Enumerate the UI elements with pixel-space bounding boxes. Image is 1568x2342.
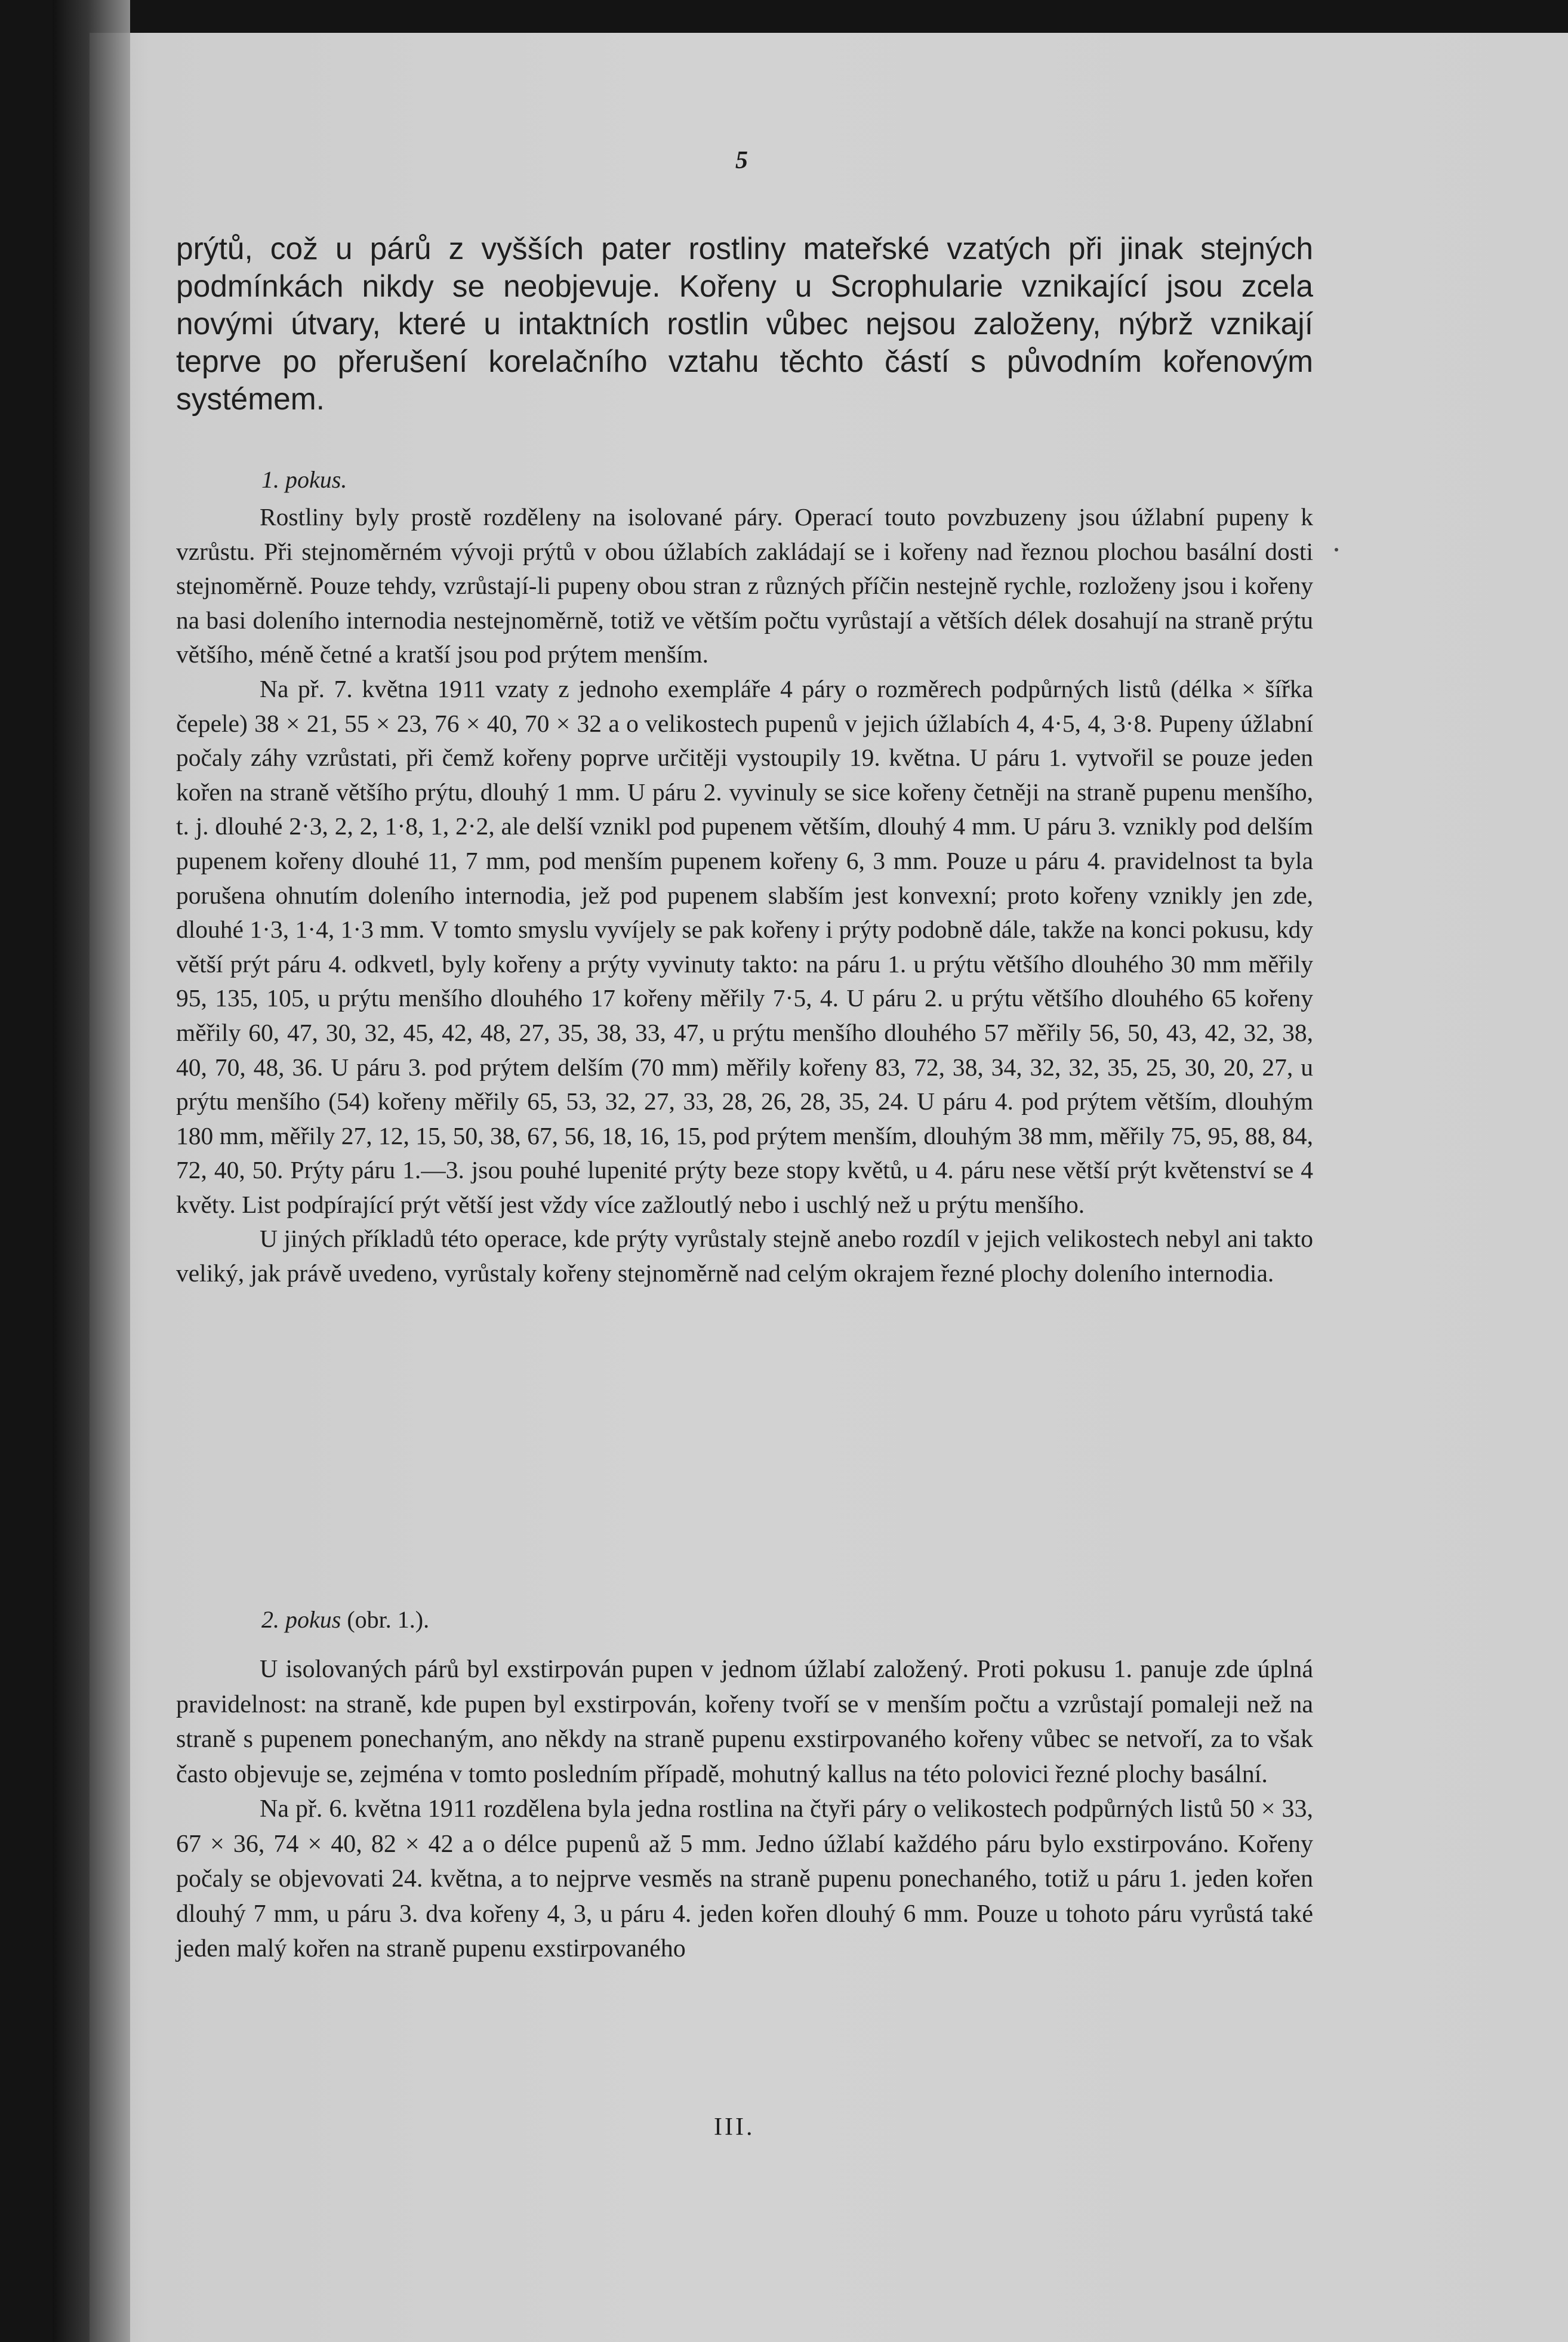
lead-paragraph-text: prýtů, což u párů z vyšších pater rostliny mateřské vzatých při jinak stejných podmínkách nikdy se neobjevuje. Kořeny u Scrophularie vznikající jsou zcela novými útvary, které u intaktních rostlin vůbec nejsou založeny, nýbrž vznikají teprve po přerušení korelačního vztahu těchto částí s původním kořenovým systémem. — [176, 231, 1313, 416]
section-2-heading — [261, 1605, 429, 1634]
margin-speck — [1335, 548, 1338, 551]
lead-paragraph — [176, 230, 1313, 418]
section-1-heading: 1. pokus. — [261, 466, 347, 493]
section-1-paragraph-2: Na př. 7. května 1911 vzaty z jednoho exempláře 4 páry o rozměrech podpůrných listů (délka × šířka čepele) 38 × 21, 55 × 23, 76 × 40, 70 × 32 a o velikostech pupenů v jejich úžlabích 4, 4·5, 4, 3·8. Pupeny úžlabní počaly záhy vzrůstati, při čemž kořeny poprve určitěji vystoupily 19. května. U páru 1. vytvořil se pouze jeden kořen na straně většího prýtu, dlouhý 1 mm. U páru 2. vyvinuly se sice kořeny četněji na straně pupenu menšího, t. j. dlouhé 2·3, 2, 2, 1·8, 1, 2·2, ale delší vznikl pod pupenem větším, dlouhý 4 mm. U páru 3. vznikly pod delším pupenem kořeny dlouhé 11, 7 mm, pod menším pupenem kořeny 6, 3 mm. Pouze u páru 4. pravidelnost ta byla porušena ohnutím doleního internodia, jež pod pupenem slabším jest konvexní; proto kořeny vznikly jen zde, dlouhé 1·3, 1·4, 1·3 mm. V tomto smyslu vyvíjely se pak kořeny i prýty podobně dále, takže na konci pokusu, kdy větší prýt páru 4. odkvetl, byly kořeny a prýty vyvinuty takto: na páru 1. u prýtu většího dlouhého 30 mm měřily 95, 135, 105, u prýtu menšího dlouhého 17 kořeny měřily 7·5, 4. U páru 2. u prýtu většího dlouhého 65 kořeny měřily 60, 47, 30, 32, 45, 42, 48, 27, 35, 38, 33, 47, u prýtu menšího dlouhého 57 měřily 56, 50, 43, 42, 32, 38, 40, 70, 48, 36. U páru 3. pod prýtem delším (70 mm) měřily kořeny 83, 72, 38, 34, 32, 32, 35, 25, 30, 20, 27, u prýtu menšího (54) kořeny měřily 65, 53, 32, 27, 33, 28, 26, 28, 35, 24. U páru 4. pod prýtem větším, dlouhým 180 mm, měřily 27, 12, 15, 50, 38, 67, 56, 18, 16, 15, pod prýtem menším, dlouhým 38 mm, měřily 75, 95, 88, 84, 72, 40, 50. Prýty páru 1.—3. jsou pouhé lupenité prýty beze stopy květů, u 4. páru nese větší prýt květenství se 4 květy. List podpírající prýt větší jest vždy více zažloutlý nebo i uschlý než u prýtu menšího. — [176, 674, 1313, 1218]
printer-signature-mark: III. — [714, 2113, 755, 2141]
section-2-heading-figure-ref: (obr. 1.). — [347, 1606, 430, 1633]
section-2-heading-title: 2. pokus — [261, 1606, 341, 1633]
book-spine-shadow — [53, 0, 130, 2342]
section-1-paragraph-1: Rostliny byly prostě rozděleny na isolované páry. Operací touto povzbuzeny jsou úžlabní pupeny k vzrůstu. Při stejnoměrném vývoji prýtů v obou úžlabích zakládají se i kořeny nad řeznou plochou basální dosti stejnoměrně. Pouze tehdy, vzrůstají-li pupeny obou stran z různých příčin nestejně rychle, rozloženy jsou i kořeny na basi doleního internodia nestejnoměrně, totiž ve větším počtu vyrůstají a větších délek dosahují na straně prýtu většího, méně četné a kratší jsou pod prýtem menším. — [176, 503, 1313, 668]
section-2-body — [176, 1652, 1313, 1967]
section-1-body — [176, 500, 1313, 1291]
section-2-paragraph-2: Na př. 6. května 1911 rozdělena byla jedna rostlina na čtyři páry o velikostech podpůrných listů 50 × 33, 67 × 36, 74 × 40, 82 × 42 a o délce pupenů až 5 mm. Jedno úžlabí každého páru bylo exstirpováno. Kořeny počaly se objevovati 24. května, a to nejprve vesměs na straně pupenu ponechaného, totiž u páru 1. jeden kořen dlouhý 7 mm, u páru 3. dva kořeny 4, 3, u páru 4. jeden kořen dlouhý 6 mm. Pouze u tohoto páru vyrůstá také jeden malý kořen na straně pupenu exstirpovaného — [176, 1795, 1313, 1962]
page-number: 5 — [735, 147, 748, 174]
section-1-paragraph-3: U jiných příkladů této operace, kde prýty vyrůstaly stejně anebo rozdíl v jejich velikostech nebyl ani takto veliký, jak právě uvedeno, vyrůstaly kořeny stejnoměrně nad celým okrajem řezné plochy doleního internodia. — [176, 1225, 1313, 1287]
section-2-paragraph-1: U isolovaných párů byl exstirpován pupen v jednom úžlabí založený. Proti pokusu 1. panuje zde úplná pravidelnost: na straně, kde pupen byl exstirpován, kořeny tvoří se v menším počtu a vzrůstají pomaleji než na straně s pupenem ponechaným, ano někdy na straně pupenu exstirpovaného kořeny vůbec se netvoří, za to však často objevuje se, zejména v tomto posledním případě, mohutný kallus na této polovici řezné plochy basální. — [176, 1656, 1313, 1788]
